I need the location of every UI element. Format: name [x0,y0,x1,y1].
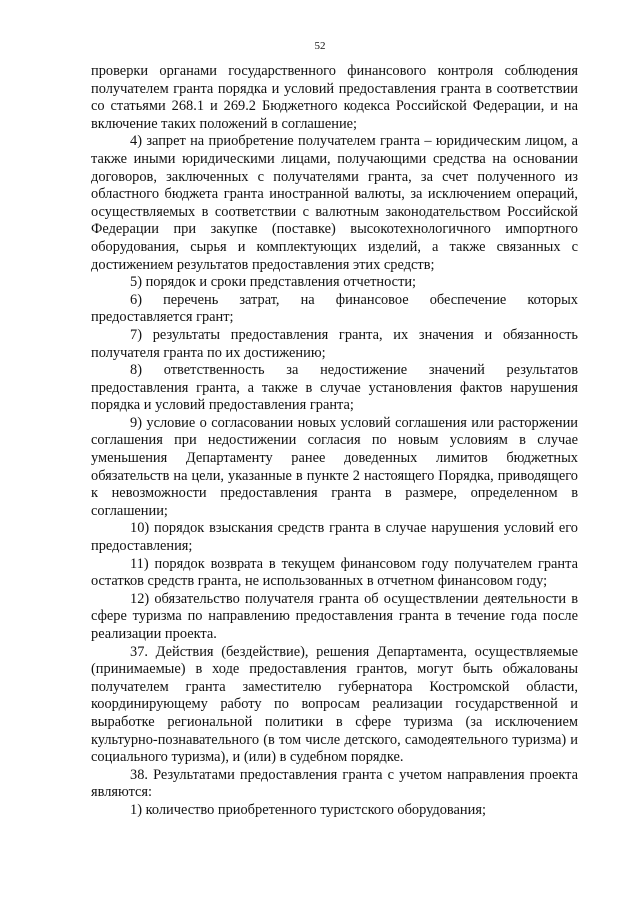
paragraph-result-1: 1) количество приобретенного туристского оборудования; [130,801,486,818]
paragraph-section-37: 37. Действия (бездействие), решения Департамента, осуществляемые (принимаемые) в ходе предоставления грантов, могут быть обжалованы получателем гранта заместителю губернатора Костромской области, координирующему работу по вопросам реализации государственной и выработке региональной политики в сфере туризма (за исключением культурно-познавательного (в том числе детского, самодеятельного туризма) и социального туризма), и (или) в судебном порядке. [91,643,578,766]
document-body [91,63,578,820]
paragraph-section-38: 38. Результатами предоставления гранта с учетом направления проекта являются: [91,766,578,801]
paragraph-item-12: 12) обязательство получателя гранта об осуществлении деятельности в сфере туризма по направлению предоставления гранта в течение года после реализации проекта. [91,590,578,642]
paragraph-item-9: 9) условие о согласовании новых условий соглашения или расторжении соглашения при недостижении согласия по новым условиям в случае уменьшения Департаменту ранее доведенных лимитов бюджетных обязательств на цели, указанные в пункте 2 настоящего Порядка, приводящего к невозможности предоставления гранта в размере, определенном в соглашении; [91,414,578,519]
paragraph-item-11: 11) порядок возврата в текущем финансовом году получателем гранта остатков средств гранта, не использованных в отчетном финансовом году; [91,555,578,590]
paragraph-item-4: 4) запрет на приобретение получателем гранта – юридическим лицом, а также иными юридическими лицами, получающими средства на основании договоров, заключенных с получателями гранта, за счет полученного из областного бюджета гранта иностранной валюты, за исключением операций, осуществляемых в соответствии с валютным законодательством Российской Федерации при закупке (поставке) высокотехнологичного импортного оборудования, сырья и комплектующих изделий, а также связанных с достижением результатов предоставления этих средств; [91,133,578,273]
paragraph-item-8: 8) ответственность за недостижение значений результатов предоставления гранта, а также в случае установления фактов нарушения порядка и условий предоставления гранта; [91,362,578,414]
paragraph-item-10: 10) порядок взыскания средств гранта в случае нарушения условий его предоставления; [91,520,578,555]
paragraph-item-5: 5) порядок и сроки представления отчетности; [130,274,417,291]
paragraph-continuation: проверки органами государственного финансового контроля соблюдения получателем гранта порядка и условий предоставления гранта в соответствии со статьями 268.1 и 269.2 Бюджетного кодекса Российской Федерации, и на включение таких положений в соглашение; [91,63,578,132]
page-number: 52 [314,40,326,52]
paragraph-item-6: 6) перечень затрат, на финансовое обеспечение которых предоставляется грант; [91,291,578,326]
paragraph-item-7: 7) результаты предоставления гранта, их значения и обязанность получателя гранта по их достижению; [91,326,578,361]
